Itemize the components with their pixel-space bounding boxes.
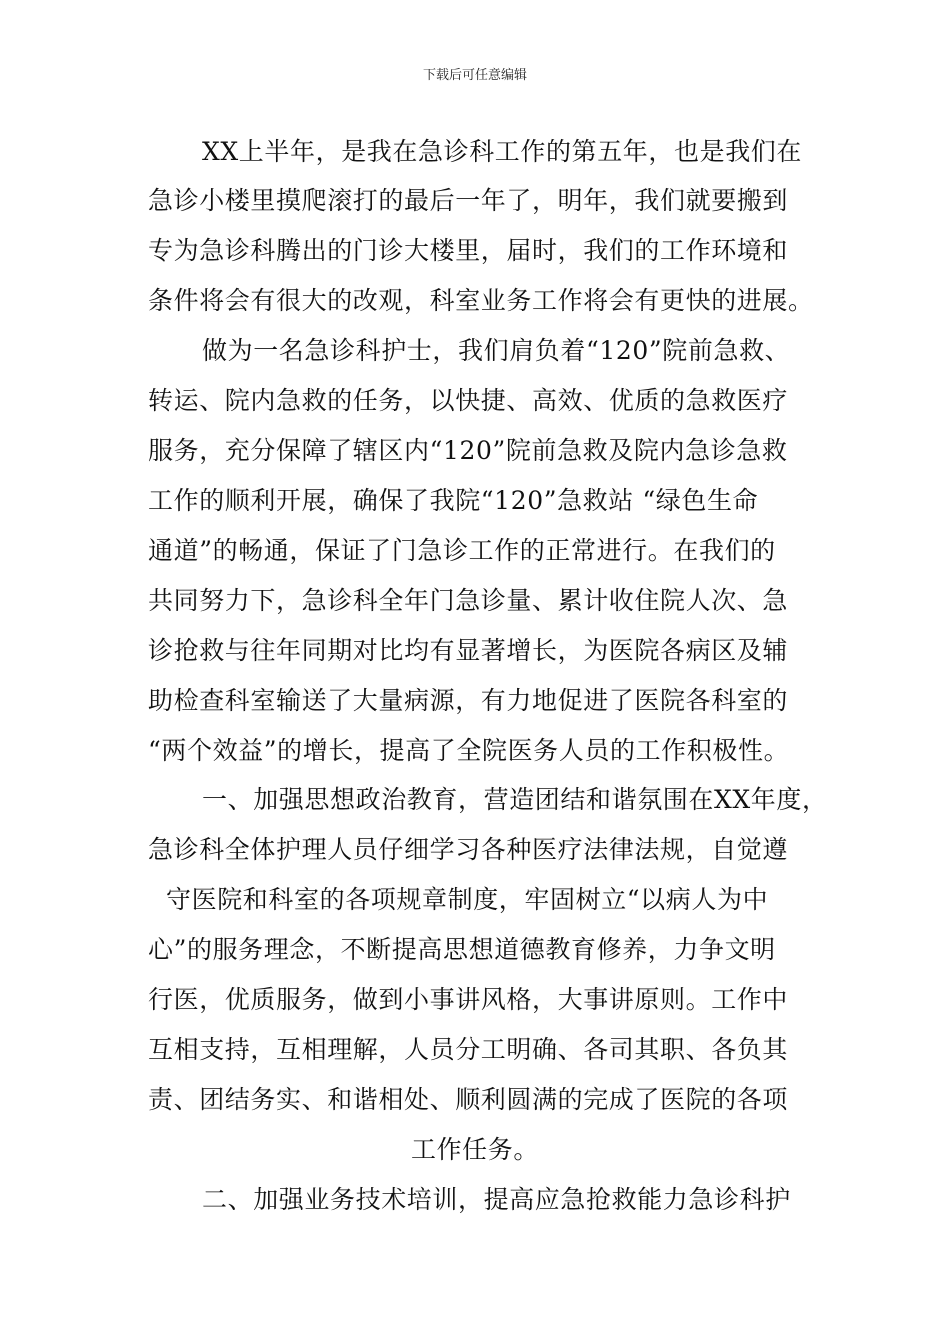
text-line: 工作的顺利开展，确保了我院“120”急救站 “绿色生命	[148, 486, 759, 515]
text-line: 一、加强思想政治教育，营造团结和谐氛围在XX年度，	[202, 785, 828, 814]
text-line: 助检查科室输送了大量病源，有力地促进了医院各科室的	[148, 686, 789, 715]
text-line: 条件将会有很大的改观，科室业务工作将会有更快的进展。	[148, 286, 814, 315]
text-line: 共同努力下，急诊科全年门急诊量、累计收住院人次、急	[148, 586, 789, 615]
text-line: 心”的服务理念，不断提高思想道德教育修养，力争文明	[148, 935, 776, 964]
text-line: 专为急诊科腾出的门诊大楼里，届时，我们的工作环境和	[148, 236, 789, 265]
text-line: 服务，充分保障了辖区内“120”院前急救及院内急诊急救	[148, 436, 788, 465]
text-line: 做为一名急诊科护士，我们肩负着“120”院前急救、	[202, 336, 791, 365]
text-line: 守医院和科室的各项规章制度，牢固树立“以病人为中	[166, 885, 769, 914]
page-header: 下载后可任意编辑	[422, 68, 527, 83]
text-line: 互相支持，互相理解，人员分工明确、各司其职、各负其	[148, 1035, 789, 1064]
text-line: 行医，优质服务，做到小事讲风格，大事讲原则。工作中	[148, 985, 789, 1014]
text-line: XX上半年，是我在急诊科工作的第五年，也是我们在	[202, 137, 802, 166]
text-line: 通道”的畅通，保证了门急诊工作的正常进行。在我们的	[148, 536, 776, 565]
text-line: 工作任务。	[410, 1135, 539, 1164]
text-line: 诊抢救与往年同期对比均有显著增长，为医院各病区及辅	[148, 636, 789, 665]
text-line: 责、团结务实、和谐相处、顺利圆满的完成了医院的各项	[148, 1085, 789, 1114]
text-line: 急诊科全体护理人员仔细学习各种医疗法律法规，自觉遵	[148, 835, 789, 864]
text-line: “两个效益”的增长，提高了全院医务人员的工作积极性。	[148, 736, 790, 765]
text-line: 转运、院内急救的任务，以快捷、高效、优质的急救医疗	[148, 386, 789, 415]
text-line: 急诊小楼里摸爬滚打的最后一年了，明年，我们就要搬到	[148, 186, 789, 215]
text-line: 二、加强业务技术培训，提高应急抢救能力急诊科护	[202, 1185, 791, 1214]
